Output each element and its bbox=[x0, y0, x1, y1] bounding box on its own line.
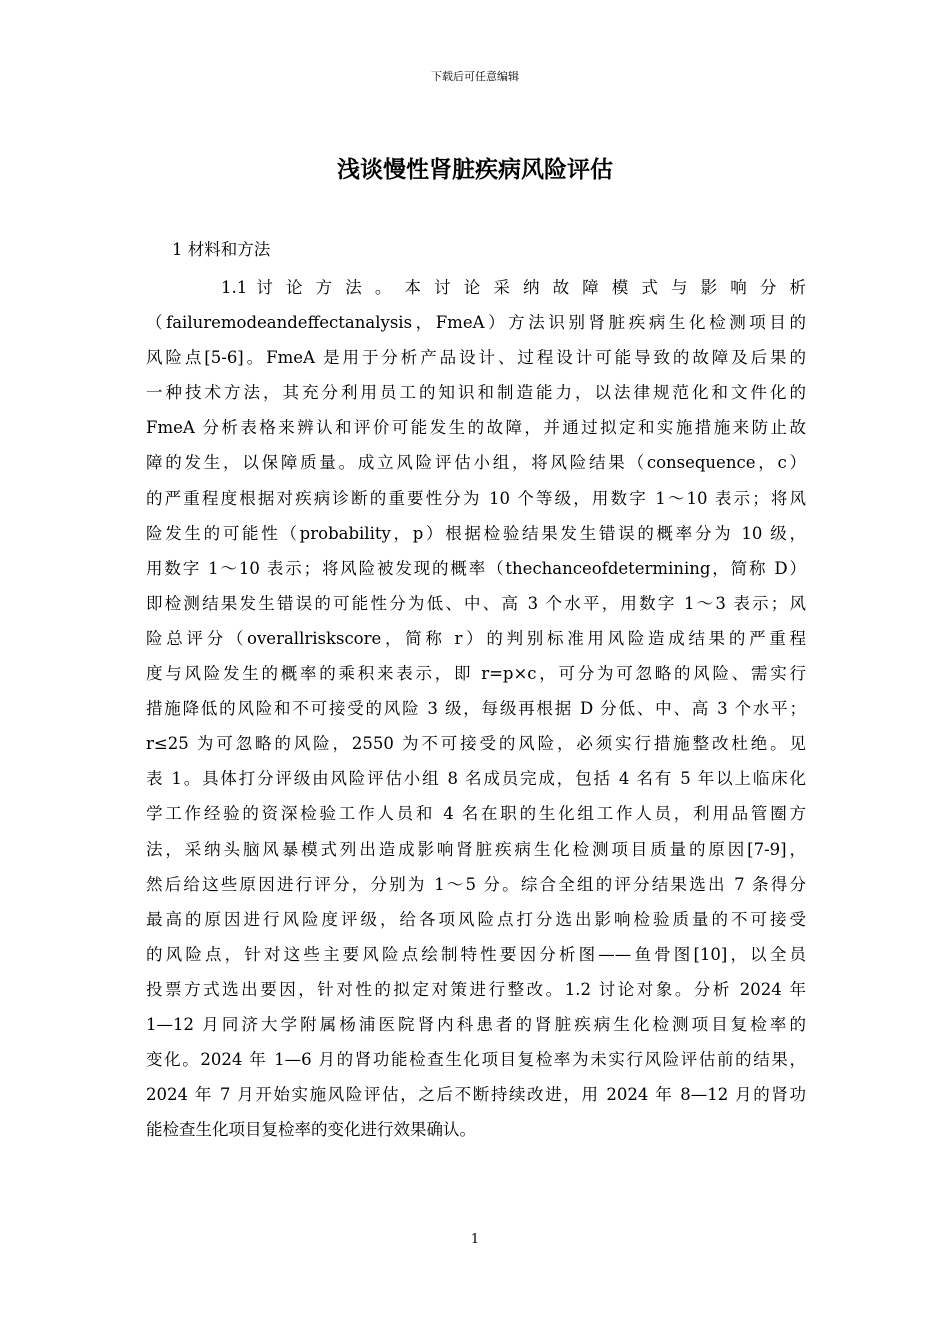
body-line: 的严重程度根据对疾病诊断的重要性分为 10 个等级，用数字 1～10 表示；将风 bbox=[146, 488, 806, 508]
body-line: 度与风险发生的概率的乘积来表示，即 r=p×c，可分为可忽略的风险、需实行 bbox=[146, 664, 806, 684]
body-line: 投票方式选出要因，针对性的拟定对策进行整改。1.2 讨论对象。分析 2024 年 bbox=[146, 979, 806, 999]
body-line: r≤25 为可忽略的风险，2550 为不可接受的风险，必须实行措施整改杜绝。见 bbox=[146, 734, 806, 754]
body-line: 变化。2024 年 1—6 月的肾功能检查生化项目复检率为未实行风险评估前的结果， bbox=[146, 1050, 806, 1070]
body-line: 险发生的可能性（probability，p）根据检验结果发生错误的概率分为 10 级， bbox=[146, 523, 806, 543]
body-paragraph bbox=[146, 270, 806, 1147]
body-line: 的风险点，针对这些主要风险点绘制特性要因分析图——鱼骨图[10]，以全员 bbox=[146, 944, 806, 964]
document-title: 浅谈慢性肾脏疾病风险评估 bbox=[337, 156, 613, 183]
body-line: 风险点[5-6]。FmeA 是用于分析产品设计、过程设计可能导致的故障及后果的 bbox=[146, 348, 806, 368]
body-line: FmeA 分析表格来辨认和评价可能发生的故障，并通过拟定和实施措施来防止故 bbox=[146, 418, 806, 438]
body-line: 障的发生，以保障质量。成立风险评估小组，将风险结果（consequence，c） bbox=[146, 453, 806, 473]
body-line: 一种技术方法，其充分利用员工的知识和制造能力，以法律规范化和文件化的 bbox=[146, 383, 806, 403]
body-line: 即检测结果发生错误的可能性分为低、中、高 3 个水平，用数字 1～3 表示；风 bbox=[146, 593, 806, 613]
body-line: 学工作经验的资深检验工作人员和 4 名在职的生化组工作人员，利用品管圈方 bbox=[146, 804, 806, 824]
body-line: 1.1 讨 论 方 法 。 本 讨 论 采 纳 故 障 模 式 与 影 响 分 析 bbox=[221, 278, 806, 297]
body-line: （failuremodeandeffectanalysis，FmeA）方法识别肾脏疾病生化检测项目的 bbox=[146, 313, 806, 333]
body-line: 2024 年 7 月开始实施风险评估，之后不断持续改进，用 2024 年 8—12 月的肾功 bbox=[146, 1085, 806, 1105]
body-line: 1—12 月同济大学附属杨浦医院肾内科患者的肾脏疾病生化检测项目复检率的 bbox=[146, 1014, 806, 1034]
body-line: 用数字 1～10 表示；将风险被发现的概率（thechanceofdetermining，简称 D） bbox=[146, 558, 806, 578]
body-line: 然后给这些原因进行评分，分别为 1～5 分。综合全组的评分结果选出 7 条得分 bbox=[146, 874, 806, 894]
body-line: 能检查生化项目复检率的变化进行效果确认。 bbox=[146, 1120, 476, 1140]
body-line: 险总评分（overallriskscore，简称 r）的判别标准用风险造成结果的严重程 bbox=[146, 628, 806, 648]
body-line: 法，采纳头脑风暴模式列出造成影响肾脏疾病生化检测项目质量的原因[7-9]， bbox=[146, 839, 806, 859]
body-line: 措施降低的风险和不可接受的风险 3 级，每级再根据 D 分低、中、高 3 个水平； bbox=[146, 699, 806, 719]
section-heading: 1 材料和方法 bbox=[172, 240, 271, 259]
page-number: 1 bbox=[470, 1232, 480, 1247]
page-header-note: 下载后可任意编辑 bbox=[431, 70, 519, 83]
body-line: 最高的原因进行风险度评级，给各项风险点打分选出影响检验质量的不可接受 bbox=[146, 909, 806, 929]
body-line: 表 1。具体打分评级由风险评估小组 8 名成员完成，包括 4 名有 5 年以上临床化 bbox=[146, 769, 806, 789]
